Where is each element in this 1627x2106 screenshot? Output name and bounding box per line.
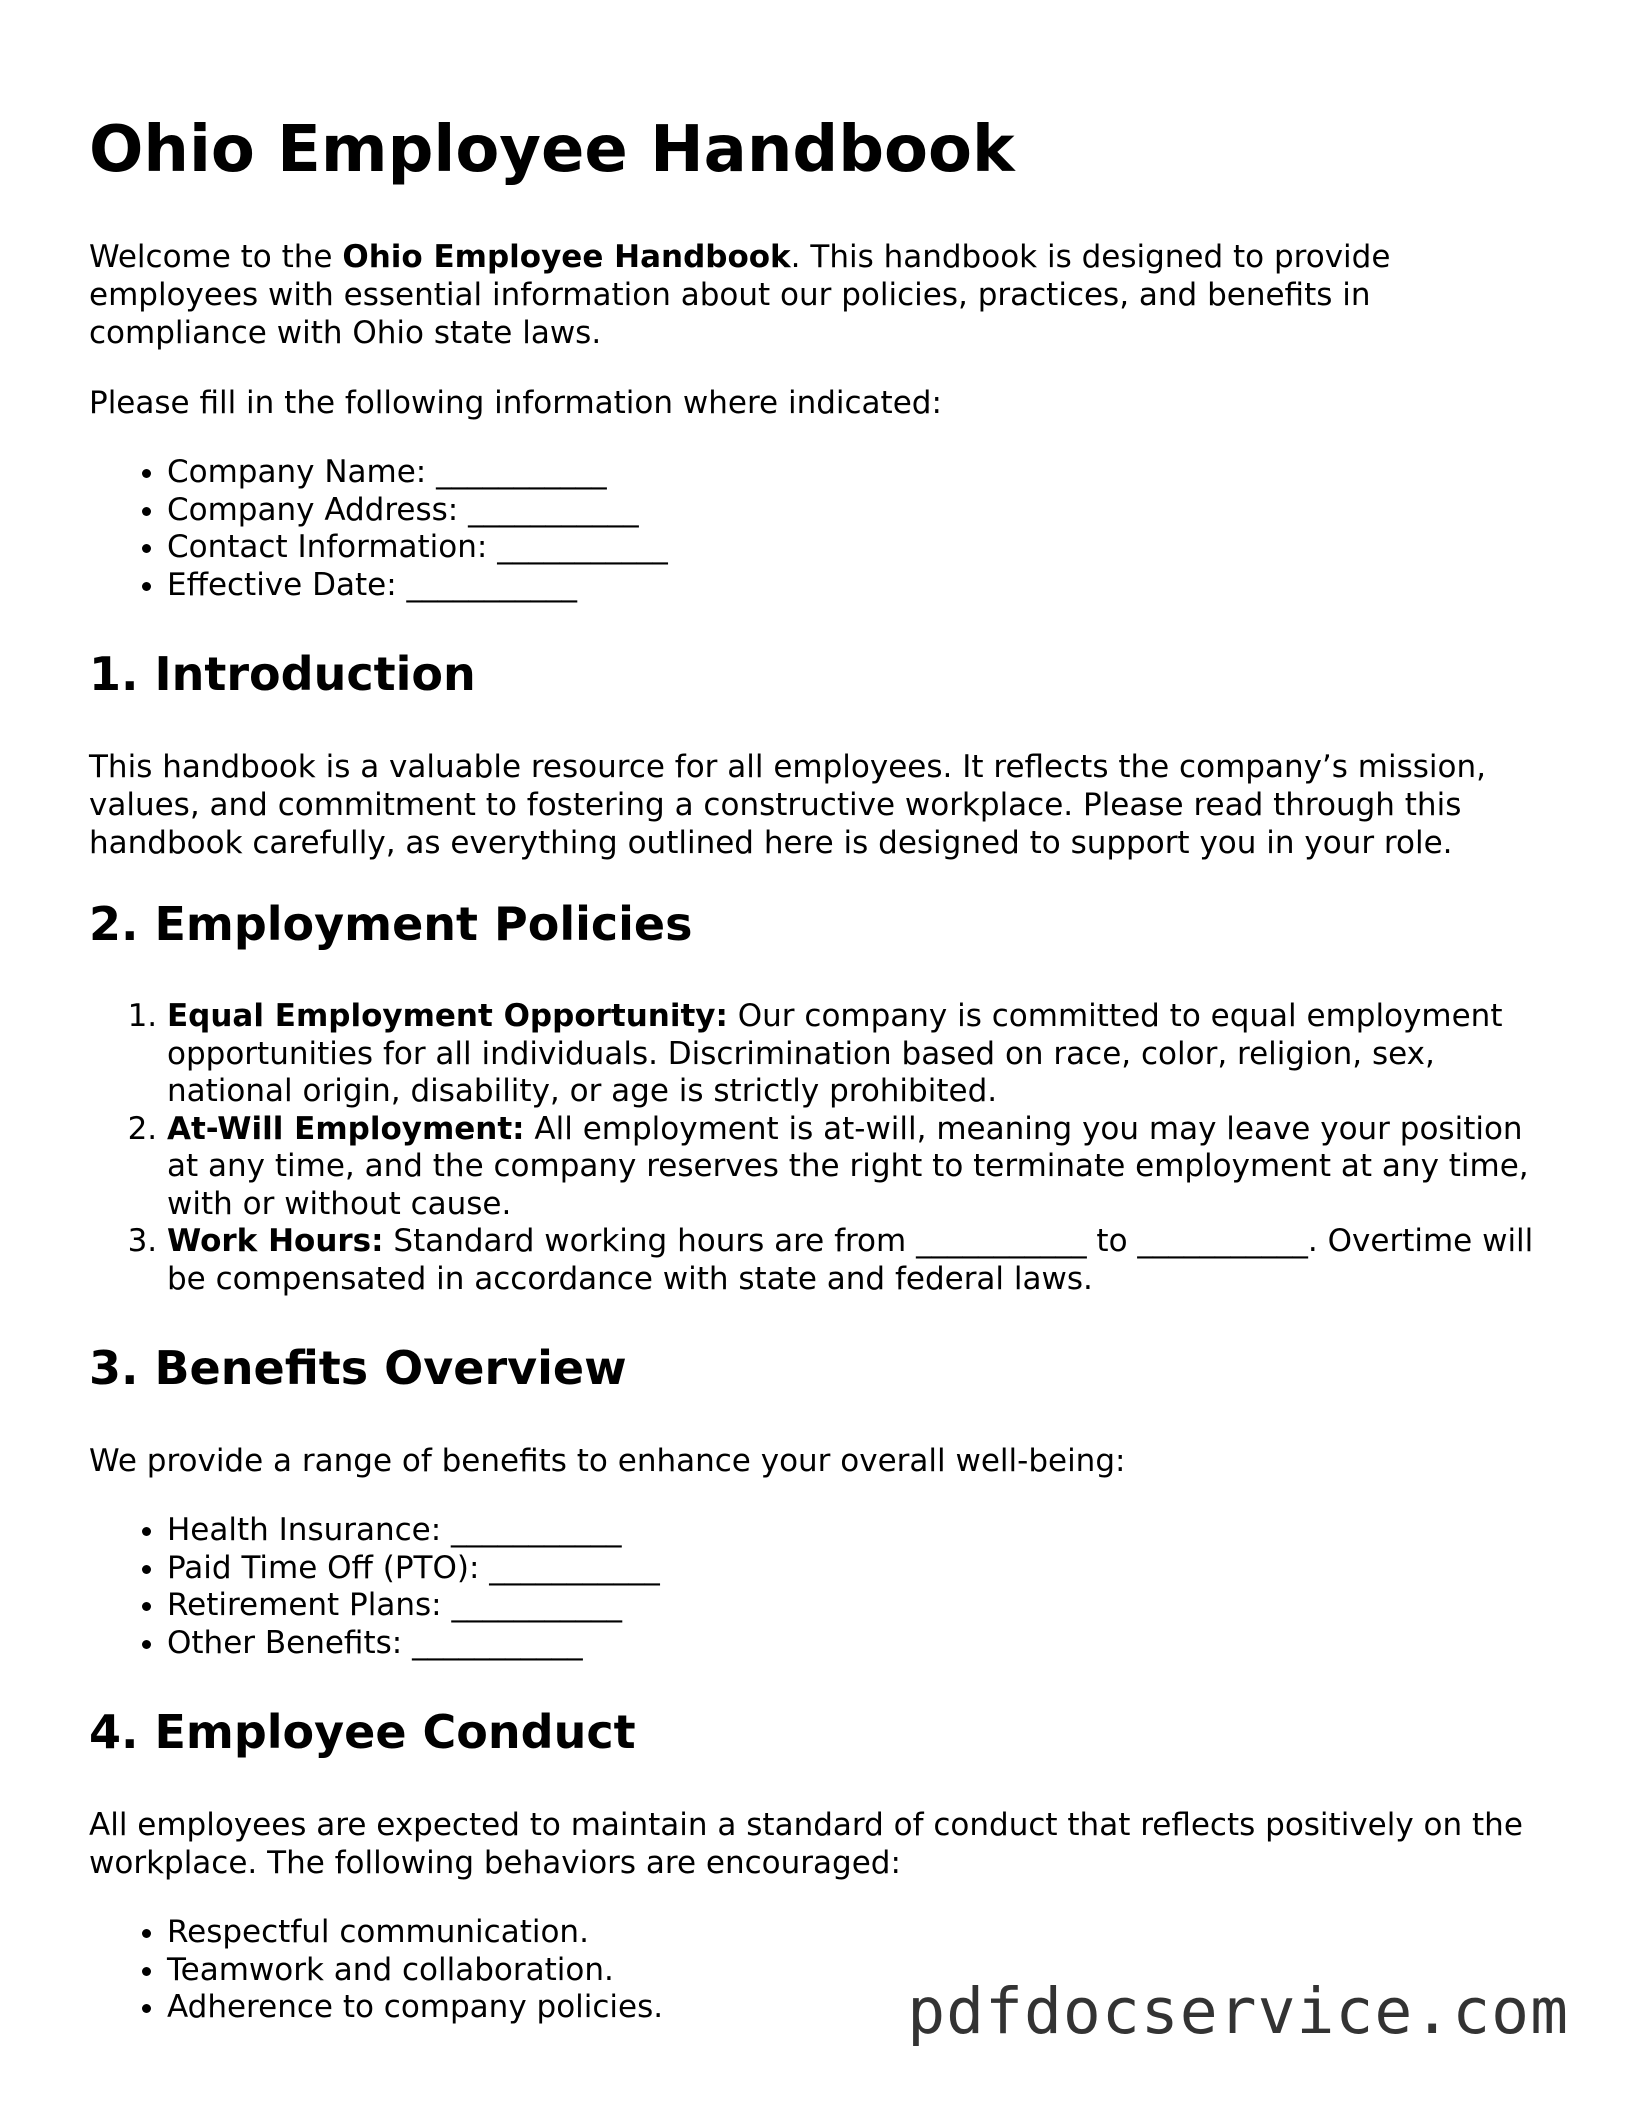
intro-bold: Ohio Employee Handbook	[342, 239, 791, 275]
fill-blank[interactable]: ___________	[406, 566, 577, 603]
page-title: Ohio Employee Handbook	[89, 113, 1015, 187]
benefits-paragraph: We provide a range of benefits to enhance your overall well-being:	[89, 1443, 1126, 1479]
section-heading-employment-policies: 2. Employment Policies	[89, 897, 693, 951]
fill-blank[interactable]: ___________	[412, 1624, 583, 1661]
list-item	[167, 529, 1549, 567]
list-item	[167, 1223, 1549, 1298]
fill-blank[interactable]: ___________	[497, 529, 668, 565]
field-label: Contact Information:	[167, 529, 498, 565]
fill-prompt: Please fill in the following information where indicated:	[89, 385, 942, 421]
document-page	[89, 108, 1549, 2067]
field-label: Paid Time Off (PTO):	[167, 1549, 490, 1586]
list-item	[167, 1550, 1549, 1588]
list-item	[167, 492, 1549, 530]
fill-blank[interactable]: ___________	[916, 1223, 1087, 1259]
section-heading-benefits: 3. Benefits Overview	[89, 1341, 627, 1395]
policy-title: Equal Employment Opportunity:	[167, 998, 728, 1034]
policy-title: Work Hours:	[167, 1223, 384, 1259]
list-item	[167, 567, 1549, 605]
list-item: • Teamwork and collaboration.	[167, 1952, 1549, 1990]
fill-blank[interactable]: ___________	[451, 1587, 622, 1623]
list-item	[167, 1625, 1549, 1663]
fill-blank[interactable]: ___________	[468, 491, 639, 528]
benefits-list	[89, 1512, 1549, 1662]
policy-text: Standard working hours are from	[383, 1223, 917, 1259]
intro-post: . This handbook is designed to provide employees with essential information about our policies, practices, and benefits in compliance with Ohio state laws.	[89, 239, 1391, 351]
policy-text: . Overtime will be compensated in accordance with state and federal laws.	[167, 1223, 1534, 1297]
field-label: Health Insurance:	[167, 1512, 452, 1548]
section-heading-conduct: 4. Employee Conduct	[89, 1705, 636, 1759]
list-item	[167, 1587, 1549, 1625]
field-label: Company Name:	[167, 454, 437, 490]
field-label: Effective Date:	[167, 566, 407, 603]
list-item	[167, 454, 1549, 492]
watermark: pdfdocservice.com	[907, 1975, 1569, 2048]
policy-title: At-Will Employment:	[167, 1110, 525, 1147]
field-label: Company Address:	[167, 491, 469, 528]
section-heading-introduction: 1. Introduction	[89, 647, 476, 701]
field-label: Retirement Plans:	[167, 1587, 452, 1623]
list-item: • Adherence to company policies.	[167, 1989, 1549, 2027]
fill-list	[89, 454, 1549, 604]
list-item	[167, 1111, 1549, 1224]
list-item	[167, 998, 1549, 1111]
policy-text: to	[1086, 1223, 1138, 1259]
list-item: • Respectful communication.	[167, 1914, 1549, 1952]
policy-text: Our company is committed to equal employment opportunities for all individuals. Discrimination based on race, color, religion, sex, national origin, disability, or age is strictly prohibited.	[167, 998, 1503, 1109]
fill-blank[interactable]: ___________	[436, 454, 607, 490]
intro-paragraph	[89, 238, 1549, 352]
list-item	[167, 1512, 1549, 1550]
policy-text: All employment is at-will, meaning you may leave your position at any time, and the company reserves the right to terminate employment at any time, with or without cause.	[167, 1110, 1529, 1222]
fill-blank[interactable]: ___________	[489, 1549, 660, 1586]
field-label: Other Benefits:	[167, 1624, 413, 1661]
conduct-paragraph: All employees are expected to maintain a standard of conduct that reflects positively on the workplace. The following behaviors are encouraged:	[89, 1807, 1523, 1881]
intro-pre: Welcome to the	[89, 239, 343, 275]
introduction-paragraph: This handbook is a valuable resource for all employees. It reflects the company’s mission, values, and commitment to fostering a constructive workplace. Please read through this handbook carefully, as everything outlined here is designed to support you in your role.	[89, 749, 1486, 861]
fill-blank[interactable]: ___________	[1137, 1223, 1308, 1259]
fill-blank[interactable]: ___________	[451, 1512, 622, 1548]
policies-list	[89, 998, 1549, 1298]
